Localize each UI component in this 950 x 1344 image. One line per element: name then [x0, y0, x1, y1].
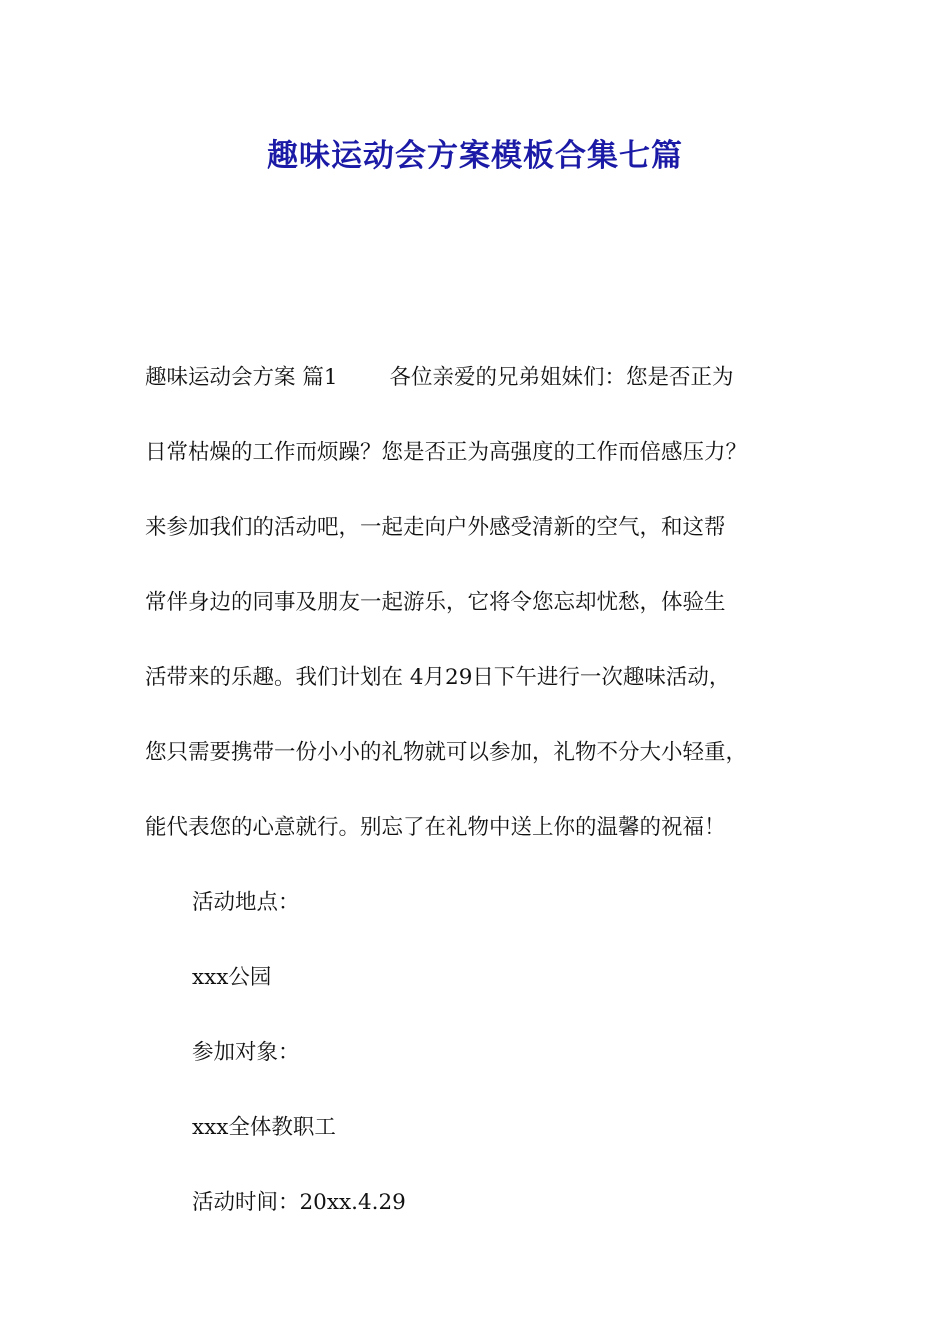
paragraph-text: 各位亲爱的兄弟姐妹们：您是否正为 [389, 365, 734, 390]
list-item: xxx公园 [192, 965, 272, 990]
document-title: 趣味运动会方案模板合集七篇 [267, 138, 683, 174]
paragraph-line: 常伴身边的同事及朋友一起游乐，它将令您忘却忧愁，体验生 [145, 590, 726, 615]
document-body [145, 340, 835, 1240]
paragraph-line: 日常枯燥的工作而烦躁？您是否正为高强度的工作而倍感压力？ [145, 440, 748, 465]
list-item: 活动地点： [192, 890, 300, 915]
paragraph-line [145, 340, 835, 415]
paragraph-line: 能代表您的心意就行。别忘了在礼物中送上你的温馨的祝福！ [145, 815, 726, 840]
paragraph-line: 您只需要携带一份小小的礼物就可以参加，礼物不分大小轻重， [145, 740, 748, 765]
list-item: 活动时间：20xx.4.29 [192, 1190, 406, 1215]
paragraph-line: 活带来的乐趣。我们计划在 4月29日下午进行一次趣味活动， [145, 665, 731, 690]
list-item: xxx全体教职工 [192, 1115, 336, 1140]
section-heading: 趣味运动会方案 篇1 [145, 365, 338, 390]
paragraph-line: 来参加我们的活动吧，一起走向户外感受清新的空气，和这帮 [145, 515, 726, 540]
list-item: 参加对象： [192, 1040, 300, 1065]
